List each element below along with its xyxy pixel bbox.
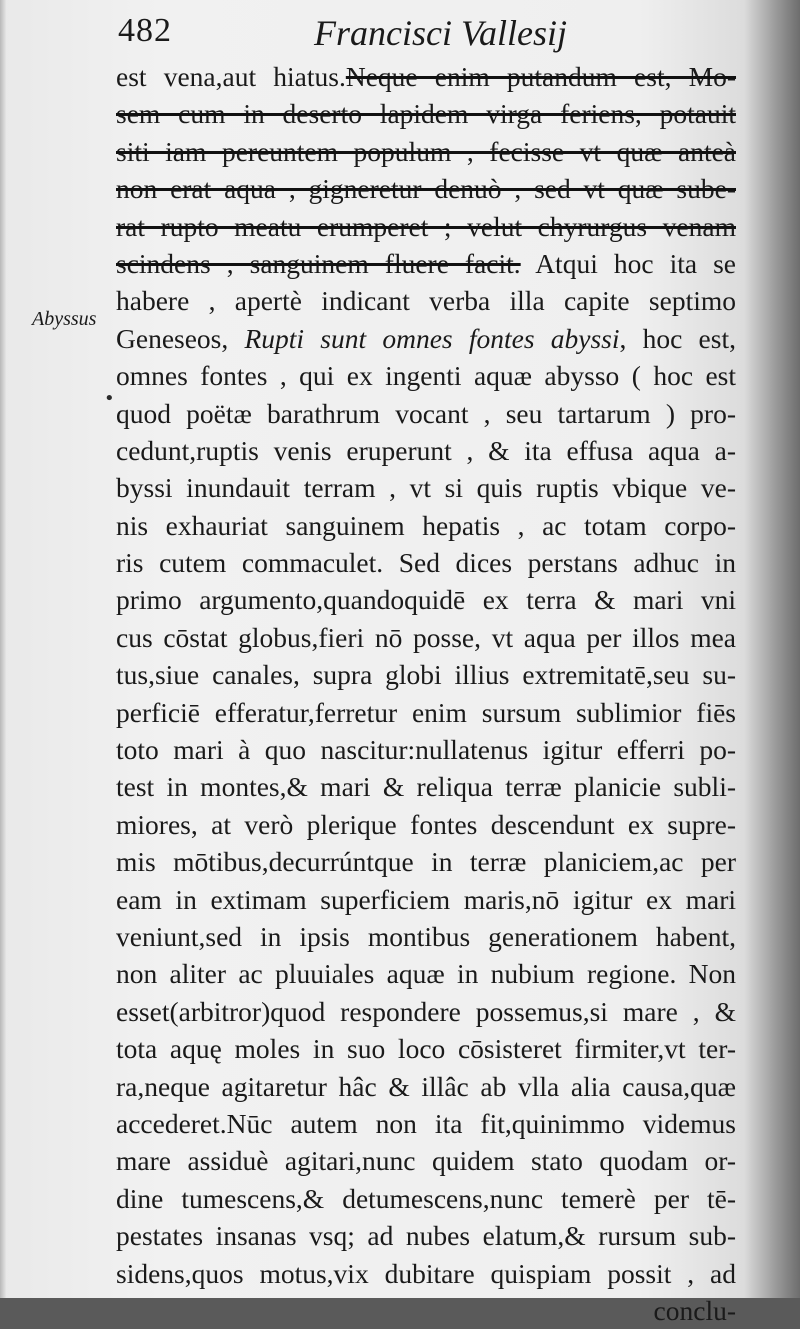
text-line — [116, 843, 736, 880]
page-edge — [0, 0, 6, 1298]
text-line — [116, 170, 736, 207]
margin-mark: • — [104, 388, 115, 409]
text-line — [116, 881, 736, 918]
line-text: ra,neque agitaretur hâc & illâc ab vlla alia causa,quæ — [116, 1070, 736, 1102]
line-text: non aliter ac pluuiales aquæ in nubium regione. Non — [116, 958, 736, 990]
text-line — [116, 656, 736, 693]
line-text: quod poëtæ barathrum vocant , seu tartarum ) pro- — [116, 397, 736, 429]
text-line — [116, 768, 736, 805]
text-line — [116, 133, 736, 170]
line-text: toto mari à quo nascitur:nullatenus igitur efferri po- — [116, 734, 736, 766]
line-text: omnes fontes , qui ex ingenti aquæ abysso ( hoc est — [116, 360, 736, 392]
line-text: cus cōstat globus,fieri nō posse, vt aqua per illos mea — [116, 621, 736, 653]
line-text: primo argumento,quandoquidē ex terra & mari vni — [116, 584, 736, 616]
line-text: cedunt,ruptis venis eruperunt , & ita effusa aqua a- — [116, 434, 736, 466]
line-text: rat rupto meatu erumperet ; velut chyrurgus venam — [116, 210, 736, 242]
text-line — [116, 694, 736, 731]
text-line — [116, 806, 736, 843]
line-text: test in montes,& mari & reliqua terræ planicie subli- — [116, 771, 736, 803]
line-text: veniunt,sed in ipsis montibus generationem habent, — [116, 920, 736, 952]
line-text: mis mōtibus,decurrúntque in terræ planiciem,ac per — [116, 846, 736, 878]
line-text: mare assiduè agitari,nunc quidem stato quodam or- — [116, 1145, 736, 1177]
text-line — [116, 507, 736, 544]
text-line — [116, 357, 736, 394]
text-line — [116, 395, 736, 432]
catchword-line — [116, 1292, 736, 1329]
line-text: miores, at verò plerique fontes descendunt ex supre- — [116, 808, 736, 840]
text-line — [116, 955, 736, 992]
line-text: habere , apertè indicant verba illa capite septimo — [116, 285, 736, 317]
line-text: dine tumescens,& detumescens,nunc temerè per tē- — [116, 1182, 736, 1214]
marginal-note: Abyssus — [32, 308, 97, 330]
line-text: scindens , sanguinem fluere facit. — [116, 247, 521, 279]
text-line — [116, 432, 736, 469]
text-line — [116, 993, 736, 1030]
text-line — [116, 469, 736, 506]
text-line — [116, 544, 736, 581]
line-text: nis exhauriat sanguinem hepatis , ac totam corpo- — [116, 509, 736, 541]
body-text — [116, 58, 736, 1329]
running-title: Francisci Vallesij — [314, 13, 567, 53]
line-text: tus,siue canales, supra globi illius extremitatē,seu su- — [116, 659, 736, 691]
text-line — [116, 320, 736, 357]
line-text: tota aquę moles in suo loco cōsisteret firmiter,vt ter- — [116, 1033, 736, 1065]
line-text-struck: Neque enim putandum est, Mo- — [345, 61, 737, 92]
line-text: byssi inundauit terram , vt si quis ruptis vbique ve- — [116, 472, 736, 504]
line-text: Geneseos, — [116, 322, 245, 354]
page-number: 482 — [118, 12, 172, 49]
text-line — [116, 1068, 736, 1105]
line-text: eam in extimam superficiem maris,nō igitur ex mari — [116, 883, 736, 915]
line-text: ris cutem commaculet. Sed dices perstans adhuc in — [116, 547, 736, 579]
line-text: pestates insanas vsq; ad nubes elatum,& rursum sub- — [116, 1220, 736, 1252]
text-line — [116, 245, 736, 282]
line-text: accederet.Nūc autem non ita fit,quinimmo videmus — [116, 1107, 736, 1139]
text-line — [116, 918, 736, 955]
line-text: esset(arbitror)quod respondere possemus,si mare , & — [116, 995, 736, 1027]
text-line — [116, 731, 736, 768]
line-text-plain: est vena,aut hiatus. — [116, 61, 346, 92]
line-text: perficiē efferatur,ferretur enim sursum sublimior fiēs — [116, 696, 736, 728]
line-text: non erat aqua , gigneretur denuò , sed vt quæ sube- — [116, 173, 736, 205]
line-text: sem cum in deserto lapidem virga feriens, potauit — [116, 98, 736, 130]
text-line — [116, 95, 736, 132]
text-line — [116, 1142, 736, 1179]
line-text-after: , hoc est, — [619, 322, 736, 354]
text-line — [116, 1105, 736, 1142]
text-line — [116, 1255, 736, 1292]
catchword: conclu- — [653, 1294, 736, 1326]
line-text: siti iam pereuntem populum , fecisse vt quæ anteà — [116, 135, 736, 167]
text-line — [116, 1180, 736, 1217]
line-text: sidens,quos motus,vix dubitare quispiam possit , ad — [116, 1257, 736, 1289]
text-line — [116, 1030, 736, 1067]
running-head — [118, 10, 718, 56]
text-line — [116, 208, 736, 245]
text-line — [116, 1217, 736, 1254]
quotation: Rupti sunt omnes fontes abyssi — [244, 322, 620, 354]
text-line — [116, 282, 736, 319]
text-line — [116, 619, 736, 656]
line-text-after: Atqui hoc ita se — [535, 247, 736, 279]
text-line — [116, 58, 736, 95]
text-line — [116, 581, 736, 618]
